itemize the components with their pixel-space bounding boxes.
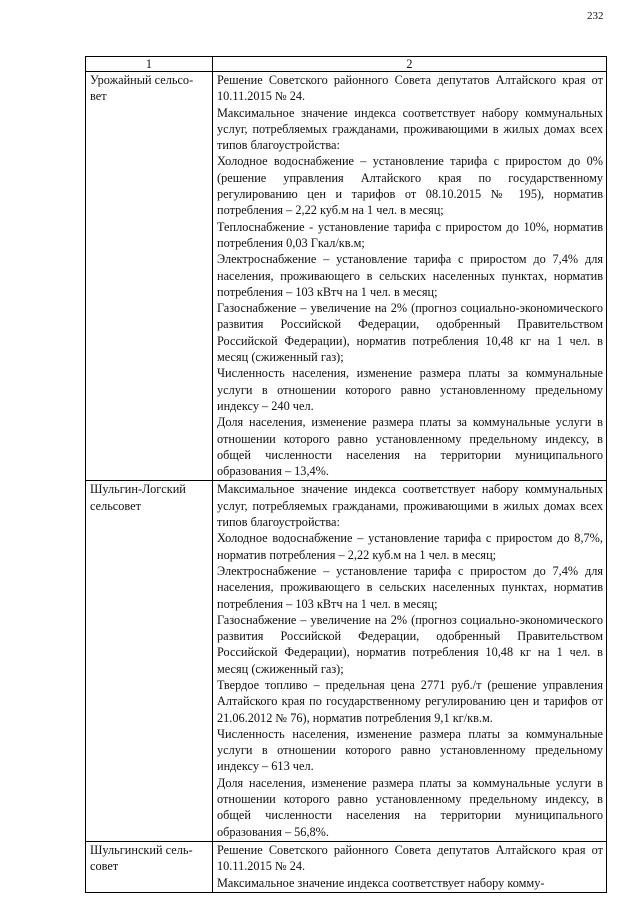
paragraph: Газоснабжение – увеличение на 2% (прогноз социально-экономического развития Российской Федерации, одобренный Правительством Российской Федерации), норматив потребления 10,48 кг на 1 чел. в месяц (сжиженный газ); <box>217 301 603 365</box>
paragraph: Холодное водоснабжение – установление тарифа с приростом до 0% (решение управления Алтайского края по государственному регулированию цен и тарифов от 08.10.2015 № 195), норматив потребления – 2,22 куб.м на 1 чел. в месяц; <box>217 154 603 218</box>
table-row <box>86 72 607 481</box>
paragraph: Решение Советского районного Совета депутатов Алтайского края от 10.11.2015 № 24. <box>217 73 603 104</box>
paragraph: Максимальное значение индекса соответствует набору коммунальных услуг, потребляемых гражданами, проживающими в жилых домах всех типов благоустройства: <box>217 105 603 153</box>
paragraph: Максимальное значение индекса соответствует набору коммунальных услуг, потребляемых гражданами, проживающими в жилых домах всех типов благоустройства: <box>217 482 603 530</box>
paragraph: Доля населения, изменение размера платы за коммунальные услуги в отношении которого равно установленному предельному индексу, в общей численности населения на территории муниципального образования – 13,4%. <box>217 415 603 479</box>
page-number: 232 <box>587 10 604 22</box>
table-row <box>86 841 607 892</box>
municipality-name: Урожайный сельсо-вет <box>86 72 213 481</box>
municipality-name: Шульгинский сель-совет <box>86 841 213 892</box>
column-header-2: 2 <box>213 57 607 72</box>
municipality-details <box>213 841 607 892</box>
paragraph: Численность населения, изменение размера платы за коммунальные услуги в отношении которого равно установленному предельному индексу – 613 чел. <box>217 726 603 774</box>
table-row <box>86 481 607 842</box>
paragraph: Численность населения, изменение размера платы за коммунальные услуги в отношении которого равно установленному предельному индексу – 240 чел. <box>217 366 603 413</box>
paragraph: Теплоснабжение - установление тарифа с приростом до 10%, норматив потребления 0,03 Гкал/кв.м; <box>217 219 603 250</box>
municipality-name: Шульгин-Логский сельсовет <box>86 481 213 842</box>
paragraph: Холодное водоснабжение – установление тарифа с приростом до 8,7%, норматив потребления – 2,22 куб.м на 1 чел. в месяц; <box>217 531 603 562</box>
paragraph: Газоснабжение – увеличение на 2% (прогноз социально-экономического развития Российской Федерации, одобренный Правительством Российской Федерации), норматив потребления 10,48 кг на 1 чел. в месяц (сжиженный газ); <box>217 612 603 676</box>
municipality-details <box>213 72 607 481</box>
table-header-row <box>86 57 607 72</box>
paragraph: Твердое топливо – предельная цена 2771 руб./т (решение управления Алтайского края по государственному регулированию цен и тарифов от 21.06.2012 № 76), норматив потребления 9,1 кг/кв.м. <box>217 677 603 725</box>
paragraph: Электроснабжение – установление тарифа с приростом до 7,4% для населения, проживающего в сельских населенных пунктах, норматив потребления – 103 кВтч на 1 чел. в месяц; <box>217 252 603 299</box>
paragraph: Электроснабжение – установление тарифа с приростом до 7,4% для населения, проживающего в сельских населенных пунктах, норматив потребления – 103 кВтч на 1 чел. в месяц; <box>217 563 603 611</box>
municipality-details <box>213 481 607 842</box>
paragraph: Доля населения, изменение размера платы за коммунальные услуги в отношении которого равно установленному предельному индексу, в общей численности населения на территории муниципального образования – 56,8%. <box>217 775 603 839</box>
column-header-1: 1 <box>86 57 213 72</box>
paragraph: Решение Советского районного Совета депутатов Алтайского края от 10.11.2015 № 24. <box>217 842 603 874</box>
index-table <box>85 56 607 893</box>
paragraph: Максимальное значение индекса соответствует набору комму- <box>217 875 545 890</box>
